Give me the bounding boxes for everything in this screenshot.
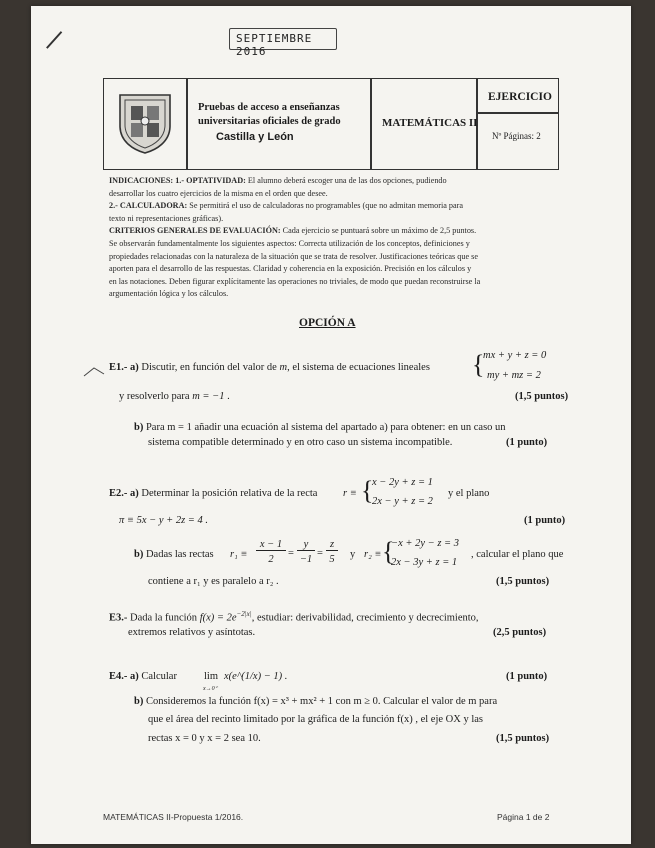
e2-plane-eq: π ≡ 5x − y + 2z = 4 . xyxy=(119,515,209,526)
e2-r1-den3: 5 xyxy=(329,554,335,565)
handwritten-date: SEPTIEMBRE 2016 xyxy=(236,32,313,58)
e2-r2-brace: { xyxy=(382,537,395,566)
e2-r1-num2: y xyxy=(297,539,315,551)
e1-a: E1.- a) Discutir, en función del valor de m, el sistema de ecuaciones lineales xyxy=(109,362,430,373)
pen-mark xyxy=(46,31,62,48)
footer-right: Página 1 de 2 xyxy=(497,812,550,822)
e2-r-eq2: 2x − y + z = 2 xyxy=(372,496,433,507)
e2-and: y xyxy=(350,549,356,560)
e1-brace: { xyxy=(472,350,485,379)
e2-brace: { xyxy=(361,476,374,505)
e1-eq2: my + mz = 2 xyxy=(487,370,541,381)
e1-b: b) Para m = 1 añadir una ecuación al sistema del apartado a) para obtener: en un caso un xyxy=(134,422,506,433)
e1-a-points: (1,5 puntos) xyxy=(515,391,569,402)
org-line-1: Pruebas de acceso a enseñanzas xyxy=(198,102,340,113)
e2-b-points: (1,5 puntos) xyxy=(496,576,550,587)
e1-eq1: mx + y + z = 0 xyxy=(483,350,547,361)
e2-a: E2.- a) Determinar la posición relativa de la recta xyxy=(109,488,318,499)
e4-b-line2: que el área del recinto limitado por la gráfica de la función f(x) , el eje OX y las xyxy=(148,714,483,725)
e4-b: b) Consideremos la función f(x) = x³ + mx² + 1 con m ≥ 0. Calcular el valor de m para xyxy=(134,696,498,707)
option-title: OPCIÓN A xyxy=(299,317,356,329)
e2-r1-den1: 2 xyxy=(268,554,274,565)
e2-r1-den2: −1 xyxy=(299,554,313,565)
footer-left: MATEMÁTICAS II-Propuesta 1/2016. xyxy=(103,812,244,822)
e4-a-expr: x(e^(1/x) − 1) . xyxy=(224,671,288,682)
e4-b-points: (1,5 puntos) xyxy=(496,733,550,744)
exam-page: SEPTIEMBRE 2016 Pruebas de acceso a enseñanzas universitarias oficiales de grado Castilla y León MATEMÁTICAS II EJERCICIO Nº Páginas: 2 INDICACIONES: 1.- OPTATIVIDAD: El alumno deberá escoger una de las dos opciones, pudiendo desarrollar los cuatro ejercicios de la misma en el orden que desee. 2.- CALCULADORA: Se permitirá el uso de calculadoras no programables (que no admitan memoria para texto ni representaciones gráficas). CRITERIOS GENERALES DE EVALUACIÓN: Cada ejercicio se puntuará sobre un máximo de 2,5 puntos. Se observarán fundamentalmente los siguientes aspectos: Correcta utilización de los conceptos, definiciones y propiedades relacionadas con la naturaleza de la situación que se trata de resolver. Justificaciones teóricas que se aporten para el desarrollo de las respuestas. Claridad y coherencia en la exposición. Precisión en los cálculos y en las notaciones. Deben figurar explícitamente las operaciones no triviales, de modo que puedan reconstruirse la argumentación lógica y los cálculos. OPCIÓN A E1.- a) Discutir, en función del valor de m, el sistema de ecuaciones lineales { mx + y + z = 0 my + mz = 2 y resolverlo para m = −1 . (1,5 puntos) b) Para m = 1 añadir una ecuación al sistema del apartado a) para obtener: en un caso un sistema compatible determinado y en otro caso un sistema incompatible. (1 punto) E2.- a) Determinar la posición relativa de la recta r ≡ { x − 2y + z = 1 2x − y + z = 2 y el plano π ≡ 5x − y + 2z = 4 . (1 punto) b) Dadas las rectas r₁ ≡ x − 1 2 = y −1 = z 5 y r₂ ≡ { −x + 2y − z = 3 2x − 3y + z = 1 , calcular el plano que contiene a r₁ y es paralelo a r₂ . (1,5 puntos) E3.- Dada la función $f(x) = 2e^{-2|x|}$, estudiar: derivabilidad, crecimiento y decrecimiento, extremos relativos y asíntotas. (2,5 puntos) E4.- a) Calcular lim x→0⁺ x(e^(1/x) − 1) . (1 punto) b) Consideremos la función f(x) = x³ + mx² + 1 con m ≥ 0. Calcular el valor de m para que el área del recinto limitado por la gráfica de la función f(x) , el eje OX y las rectas x = 0 y x = 2 sea 10. (1,5 puntos) MATEMÁTICAS II-Propuesta 1/2016. Página 1 de 2 xyxy=(31,6,631,844)
e2-b-text2: , calcular el plano que xyxy=(471,549,564,560)
pages-label: Nº Páginas: 2 xyxy=(492,131,541,141)
e3-line2: extremos relativos y asíntotas. xyxy=(128,627,256,638)
e2-plane-text: y el plano xyxy=(448,488,490,499)
org-line-2: universitarias oficiales de grado xyxy=(198,116,341,127)
e2-r2-eq1: −x + 2y − z = 3 xyxy=(391,538,459,549)
exercise-label: EJERCICIO xyxy=(488,91,552,103)
org-line-3: Castilla y León xyxy=(216,131,294,143)
e1-solve: y resolverlo para m = −1 . xyxy=(119,391,230,402)
e1-b-points: (1 punto) xyxy=(506,437,548,448)
e2-r1-name: r₁ ≡ xyxy=(230,549,248,560)
university-shield-icon xyxy=(116,92,174,154)
e3-points: (2,5 puntos) xyxy=(493,627,547,638)
handwritten-date-box xyxy=(229,28,337,58)
e3: E3.- Dada la función $f(x) = 2e^{-2|x|}$, estudiar: derivabilidad, crecimiento y decrecimiento, xyxy=(109,610,479,624)
e2-b-line2: contiene a r₁ y es paralelo a r₂ . xyxy=(148,576,279,587)
e2-r1-num1: x − 1 xyxy=(256,539,286,551)
exam-header xyxy=(103,78,559,170)
e4-lim: lim xyxy=(204,671,219,682)
e2-r2-name: r₂ ≡ xyxy=(364,549,382,560)
e2-b: b) Dadas las rectas xyxy=(134,549,214,560)
e4-b-line3: rectas x = 0 y x = 2 sea 10. xyxy=(148,733,261,744)
instructions: INDICACIONES: 1.- OPTATIVIDAD: El alumno deberá escoger una de las dos opciones, pudiendo desarrollar los cuatro ejercicios de la misma en el orden que desee. 2.- CALCULADORA: Se permitirá el uso de calculadoras no programables (que no admitan memoria para texto ni representaciones gráficas). CRITERIOS GENERALES DE EVALUACIÓN: Cada ejercicio se puntuará sobre un máximo de 2,5 puntos. Se observarán fundamentalmente los siguientes aspectos: Correcta utilización de los conceptos, definiciones y propiedades relacionadas con la naturaleza de la situación que se trata de resolver. Justificaciones teóricas que se aporten para el desarrollo de las respuestas. Claridad y coherencia en la exposición. Precisión en los cálculos y en las notaciones. Deben figurar explícitamente las operaciones no triviales, de modo que puedan reconstruirse la argumentación lógica y los cálculos. xyxy=(109,176,481,299)
e2-r1-num3: z xyxy=(326,539,338,551)
e1-b-line2: sistema compatible determinado y en otro caso un sistema incompatible. xyxy=(148,437,453,448)
e4-a: E4.- a) Calcular xyxy=(109,671,177,682)
subject-title: MATEMÁTICAS II xyxy=(382,117,478,129)
e2-r-name: r ≡ xyxy=(343,488,357,499)
check-mark-icon xyxy=(83,364,105,378)
e4-lim-sub: x→0⁺ xyxy=(203,686,218,692)
e2-r-eq1: x − 2y + z = 1 xyxy=(372,477,433,488)
e2-r2-eq2: 2x − 3y + z = 1 xyxy=(391,557,458,568)
e4-a-points: (1 punto) xyxy=(506,671,548,682)
e2-a-points: (1 punto) xyxy=(524,515,566,526)
